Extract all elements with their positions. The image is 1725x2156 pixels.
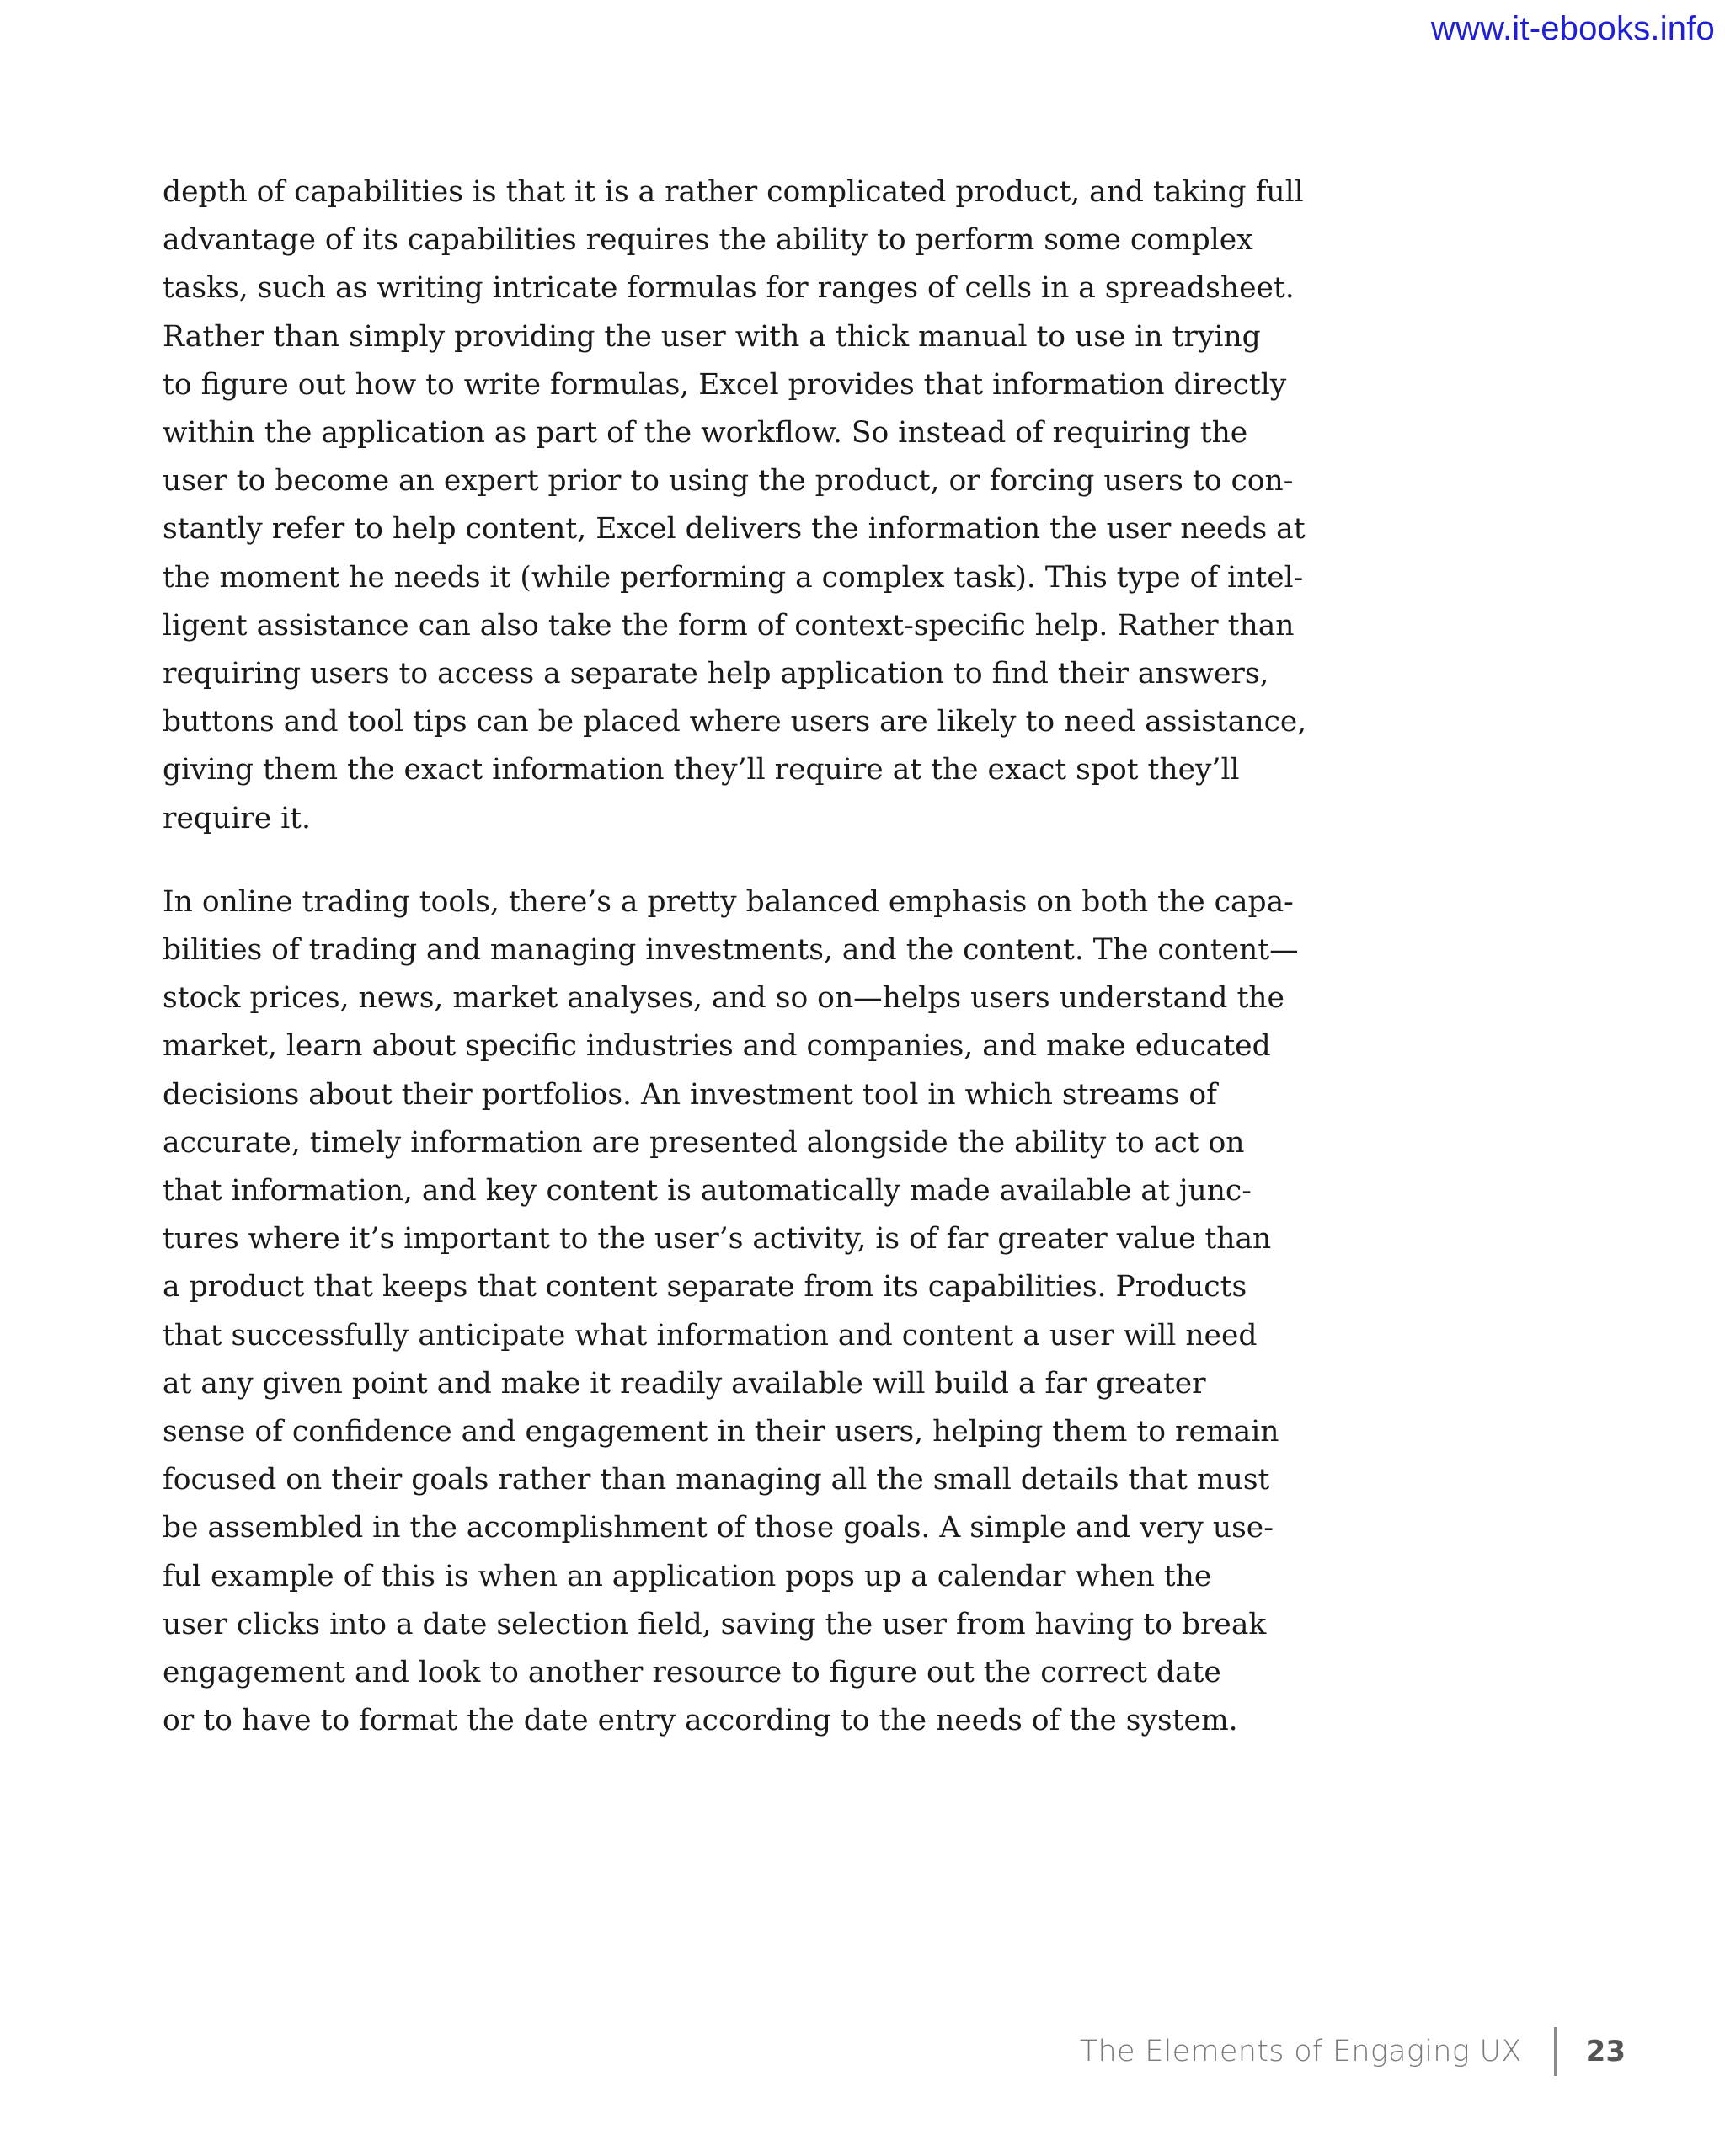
paragraph-spacer [163, 843, 1215, 878]
text-line: that successfully anticipate what information and content a user will need [163, 1318, 1258, 1353]
text-line: depth of capabilities is that it is a rather complicated product, and taking full [163, 175, 1304, 209]
text-line: In online trading tools, there’s a pretty balanced emphasis on both the capa- [163, 884, 1294, 919]
text-line: market, learn about specific industries and companies, and make educated [163, 1029, 1271, 1064]
paragraph [163, 878, 1299, 1746]
text-line: sense of confidence and engagement in their users, helping them to remain [163, 1415, 1279, 1449]
text-line: that information, and key content is automatically made available at junc- [163, 1174, 1252, 1209]
text-line: focused on their goals rather than managing all the small details that must [163, 1463, 1270, 1497]
paragraph [163, 168, 1307, 843]
text-line: buttons and tool tips can be placed where users are likely to need assistance, [163, 705, 1307, 739]
text-line: be assembled in the accomplishment of those goals. A simple and very use- [163, 1511, 1274, 1545]
text-line: user clicks into a date selection field, saving the user from having to break [163, 1607, 1267, 1641]
page-number: 23 [1585, 2035, 1626, 2068]
text-line: a product that keeps that content separate from its capabilities. Products [163, 1270, 1247, 1305]
text-line: stantly refer to help content, Excel delivers the information the user needs at [163, 512, 1306, 547]
text-line: to figure out how to write formulas, Excel provides that information directly [163, 367, 1287, 402]
text-line: bilities of trading and managing investments, and the content. The content— [163, 933, 1299, 968]
book-title: The Elements of Engaging UX [1079, 2035, 1522, 2068]
text-line: require it. [163, 801, 311, 835]
text-line: ligent assistance can also take the form of context-specific help. Rather than [163, 608, 1295, 643]
text-line: Rather than simply providing the user with a thick manual to use in trying [163, 319, 1261, 354]
text-line: tasks, such as writing intricate formulas for ranges of cells in a spreadsheet. [163, 271, 1295, 306]
text-line: accurate, timely information are presented alongside the ability to act on [163, 1125, 1245, 1160]
text-line: ful example of this is when an application pops up a calendar when the [163, 1559, 1212, 1593]
text-line: within the application as part of the workflow. So instead of requiring the [163, 416, 1248, 451]
text-line: user to become an expert prior to using the product, or forcing users to con- [163, 464, 1294, 499]
text-line: decisions about their portfolios. An investment tool in which streams of [163, 1077, 1217, 1112]
page-footer [1080, 2025, 1626, 2078]
text-line: or to have to format the date entry according to the needs of the system. [163, 1704, 1238, 1738]
text-line: advantage of its capabilities requires the ability to perform some complex [163, 223, 1253, 258]
watermark-link[interactable]: www.it-ebooks.info [1430, 10, 1715, 47]
text-line: requiring users to access a separate help application to find their answers, [163, 657, 1269, 691]
text-line: tures where it’s important to the user’s activity, is of far greater value than [163, 1222, 1272, 1257]
text-line: at any given point and make it readily available will build a far greater [163, 1366, 1206, 1401]
text-line: stock prices, news, market analyses, and so on—helps users understand the [163, 981, 1284, 1016]
text-line: engagement and look to another resource to figure out the correct date [163, 1656, 1221, 1690]
body-text [163, 168, 1307, 1746]
text-line: giving them the exact information they’ll require at the exact spot they’ll [163, 753, 1240, 787]
text-line: the moment he needs it (while performing a complex task). This type of intel- [163, 560, 1304, 595]
footer-divider [1554, 2027, 1557, 2076]
